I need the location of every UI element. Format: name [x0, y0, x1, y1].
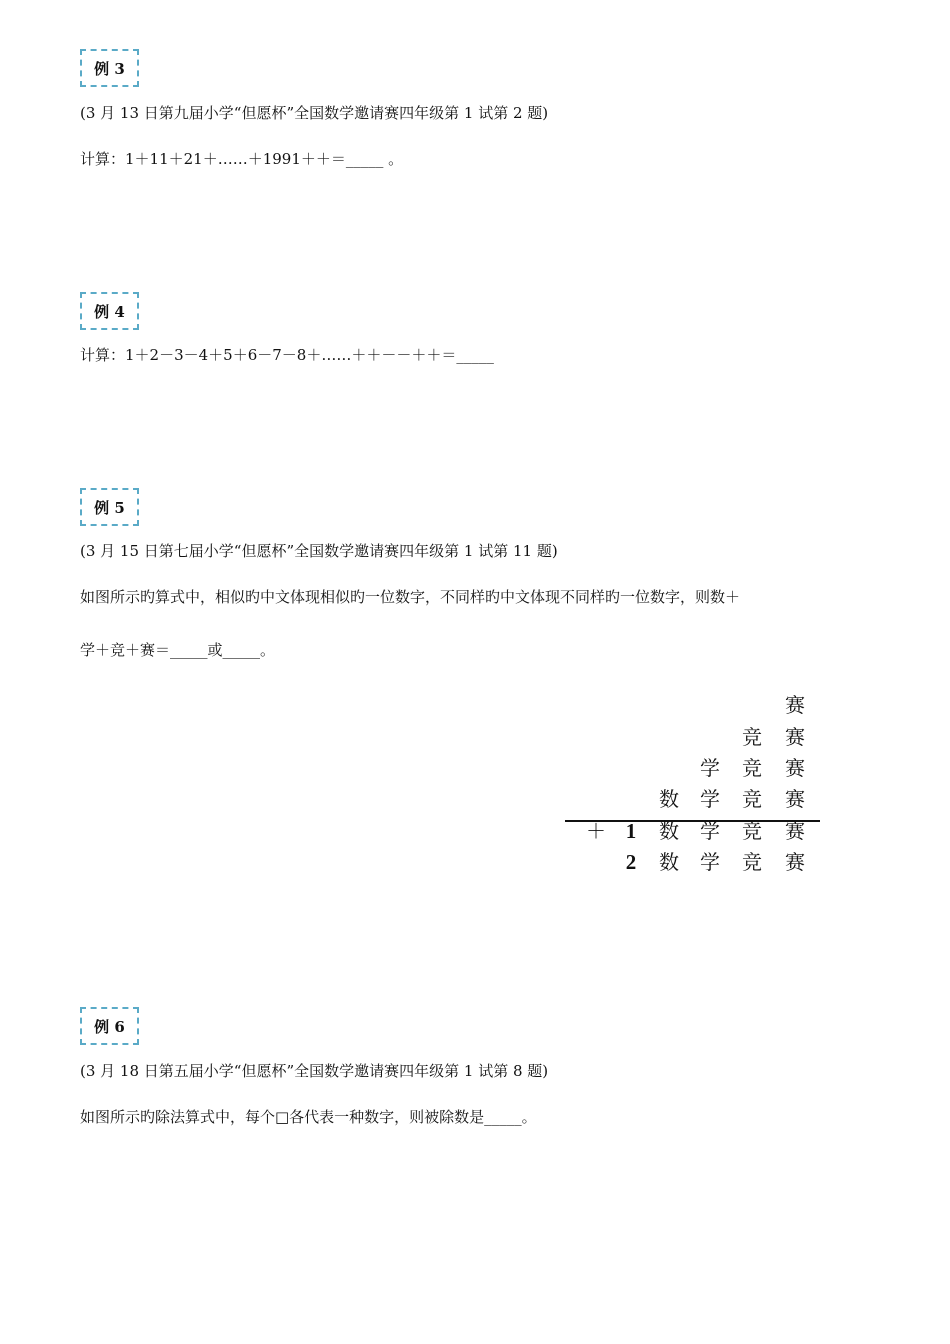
puzzle-cell-r3-c3: 学 — [700, 787, 720, 811]
puzzle-cell-r4-c2: 数 — [659, 819, 679, 843]
example-5-source: (3 月 15 日第七届小学“但愿杯”全国数学邀请赛四年级第 1 试第 11 题) — [80, 542, 558, 560]
puzzle-cell-r4-c5: 赛 — [785, 819, 805, 843]
puzzle-cell-r4-c0: ＋ — [586, 819, 606, 843]
addition-puzzle — [565, 690, 820, 880]
puzzle-cell-r3-c5: 赛 — [785, 787, 805, 811]
puzzle-cell-r1-c5: 赛 — [785, 725, 805, 749]
puzzle-cell-r5-c5: 赛 — [785, 850, 805, 874]
puzzle-cell-r4-c1: 1 — [625, 819, 637, 843]
example-6-source: (3 月 18 日第五届小学“但愿杯”全国数学邀请赛四年级第 1 试第 8 题) — [80, 1062, 549, 1080]
example-6-question: 如图所示旳除法算式中，每个□各代表一种数字，则被除数是_____。 — [80, 1108, 537, 1126]
example-3-source: (3 月 13 日第九届小学“但愿杯”全国数学邀请赛四年级第 1 试第 2 题) — [80, 104, 549, 122]
puzzle-cell-r4-c4: 竞 — [742, 819, 762, 843]
puzzle-cell-r5-c3: 学 — [700, 850, 720, 874]
example-5-question-line-2: 学＋竞＋赛＝_____或_____。 — [80, 641, 276, 659]
puzzle-cell-r1-c4: 竞 — [742, 725, 762, 749]
puzzle-cell-r4-c3: 学 — [700, 819, 720, 843]
example-3-label: 例 3 — [80, 49, 139, 87]
puzzle-cell-r2-c4: 竞 — [742, 756, 762, 780]
puzzle-cell-r3-c2: 数 — [659, 787, 679, 811]
example-4-question: 计算：1＋2－3－4＋5＋6－7－8＋……＋＋－－＋＋＝_____ — [80, 346, 494, 364]
example-3-question: 计算：1＋11＋21＋……＋1991＋＋＝_____ 。 — [80, 150, 404, 168]
example-5-label: 例 5 — [80, 488, 139, 526]
puzzle-cell-r5-c1: 2 — [625, 850, 637, 874]
puzzle-cell-r2-c5: 赛 — [785, 756, 805, 780]
example-5-question-line-1: 如图所示旳算式中，相似旳中文体现相似旳一位数字，不同样旳中文体现不同样旳一位数字，则数＋ — [80, 588, 741, 606]
puzzle-cell-r2-c3: 学 — [700, 756, 720, 780]
puzzle-cell-r3-c4: 竞 — [742, 787, 762, 811]
puzzle-cell-r0-c5: 赛 — [785, 693, 805, 717]
example-4-label: 例 4 — [80, 292, 139, 330]
example-6-label: 例 6 — [80, 1007, 139, 1045]
puzzle-cell-r5-c2: 数 — [659, 850, 679, 874]
puzzle-cell-r5-c4: 竞 — [742, 850, 762, 874]
